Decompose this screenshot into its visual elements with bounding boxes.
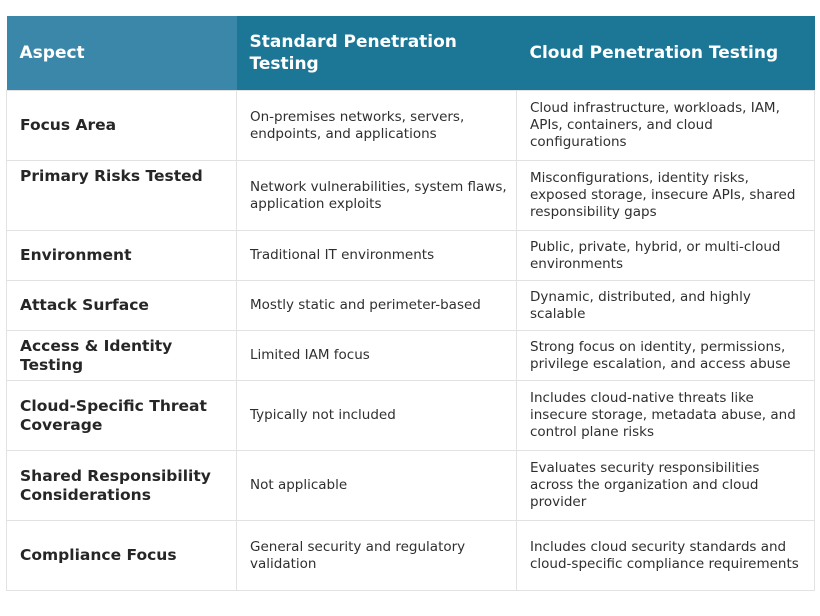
table-row bbox=[7, 161, 815, 231]
aspect-cell: Focus Area bbox=[7, 91, 237, 161]
standard-cell: Typically not included bbox=[237, 381, 517, 451]
table-row bbox=[7, 281, 815, 331]
standard-cell: Limited IAM focus bbox=[237, 331, 517, 381]
header-aspect: Aspect bbox=[7, 16, 237, 91]
standard-cell: Mostly static and perimeter-based bbox=[237, 281, 517, 331]
aspect-cell: Compliance Focus bbox=[7, 521, 237, 591]
table-row bbox=[7, 381, 815, 451]
cloud-cell: Strong focus on identity, permissions, privilege escalation, and access abuse bbox=[517, 331, 815, 381]
table-row bbox=[7, 231, 815, 281]
cloud-cell: Misconfigurations, identity risks, exposed storage, insecure APIs, shared responsibility gaps bbox=[517, 161, 815, 231]
standard-cell: On-premises networks, servers, endpoints, and applications bbox=[237, 91, 517, 161]
comparison-table-container bbox=[6, 16, 814, 591]
standard-cell: Not applicable bbox=[237, 451, 517, 521]
cloud-cell: Includes cloud-native threats like insecure storage, metadata abuse, and control plane risks bbox=[517, 381, 815, 451]
cloud-cell: Cloud infrastructure, workloads, IAM, APIs, containers, and cloud configurations bbox=[517, 91, 815, 161]
cloud-cell: Dynamic, distributed, and highly scalable bbox=[517, 281, 815, 331]
table-row bbox=[7, 521, 815, 591]
cloud-cell: Includes cloud security standards and cloud-specific compliance requirements bbox=[517, 521, 815, 591]
aspect-cell: Shared Responsibility Considerations bbox=[7, 451, 237, 521]
header-standard-penetration-testing: Standard Penetration Testing bbox=[237, 16, 517, 91]
table-row bbox=[7, 331, 815, 381]
cloud-cell: Evaluates security responsibilities across the organization and cloud provider bbox=[517, 451, 815, 521]
table-row bbox=[7, 91, 815, 161]
comparison-table bbox=[6, 16, 815, 591]
aspect-cell: Attack Surface bbox=[7, 281, 237, 331]
cloud-cell: Public, private, hybrid, or multi-cloud environments bbox=[517, 231, 815, 281]
aspect-cell: Environment bbox=[7, 231, 237, 281]
standard-cell: Network vulnerabilities, system flaws, application exploits bbox=[237, 161, 517, 231]
aspect-cell: Primary Risks Tested bbox=[7, 161, 237, 231]
header-row bbox=[7, 16, 815, 91]
table-row bbox=[7, 451, 815, 521]
standard-cell: Traditional IT environments bbox=[237, 231, 517, 281]
standard-cell: General security and regulatory validation bbox=[237, 521, 517, 591]
header-cloud-penetration-testing: Cloud Penetration Testing bbox=[517, 16, 815, 91]
aspect-cell: Cloud-Specific Threat Coverage bbox=[7, 381, 237, 451]
aspect-cell: Access & Identity Testing bbox=[7, 331, 237, 381]
